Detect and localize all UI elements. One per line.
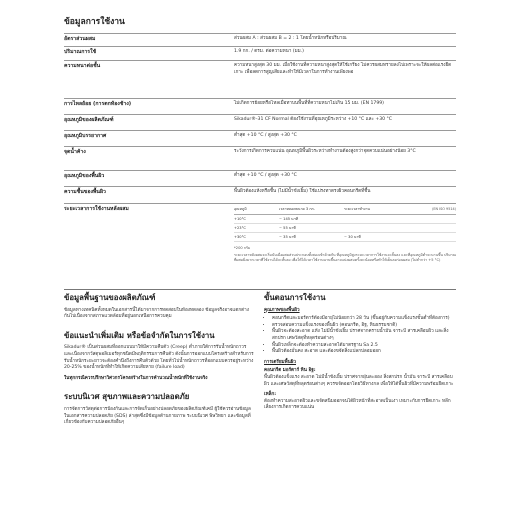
table-cell: [409, 224, 456, 232]
list-item: • คอนกรีตและมอร์ตาร์ต้องมีอายุไม่น้อยกว่า 28 วัน (ขึ้นอยู่กับความแข็งแรงขั้นต่ำที่ต้องการ): [272, 316, 454, 323]
table-cell: ~ 145 นาที: [279, 216, 298, 221]
substrate-prep-label: การเตรียมพื้นผิว: [264, 359, 297, 365]
table-footnote: *200 กรัม: [234, 245, 251, 250]
table-reference: (EN ISO 9514): [432, 207, 456, 211]
table-cell: [409, 215, 456, 223]
list-item: • พื้นผิวเหล็กจะต้องทำความสะอาดได้มาตรฐาน Sa 2.5: [272, 343, 454, 350]
spec-row-pot-life: [64, 203, 456, 288]
limitations-heading: ข้อแนะนำเพิ่มเติม หรือข้อจำกัดในการใช้งาน: [64, 330, 215, 340]
table-row: [234, 224, 456, 233]
spec-row-sag-flow: [64, 98, 456, 111]
row-value: ส่วนผสม A : ส่วนผสม B = 2 : 1 โดยน้ำหนักหรือปริมาณ: [234, 36, 347, 41]
table-cell: ~ 35 นาที: [279, 234, 296, 239]
table-row: [234, 233, 456, 242]
row-value: Sikadur®-31 CF Normal ต้องใช้งานที่อุณหภูมิระหว่าง +10 °C และ +30 °C: [234, 117, 392, 122]
row-label: การไหลย้อย (การตกท้องช้าง): [64, 101, 132, 107]
pot-life-table: [234, 206, 456, 263]
spec-row-dew-point: [64, 146, 456, 169]
table-row: [234, 215, 456, 224]
list-item: • พื้นผิวจะต้องสะอาด แห้ง ไม่มีน้ำขังเยิ้ม ปราศจากคราบน้ำมัน จาระบี สารเคลือบผิว และสิ่งสกปรก เศษวัสดุที่หลุดร่อนต่างๆ: [272, 329, 454, 342]
spec-row-substrate-moisture: [64, 186, 456, 201]
row-value: ไม่เกิดการย้อยหรือไหลเมื่อทาบนพื้นที่ที่ความหนาไม่เกิน 15 มม. (EN 1799): [234, 101, 384, 106]
left-column: [64, 295, 254, 431]
list-item: • พื้นผิวต้องมั่นคง สะอาด และต้องขจัดสิ่งแปลกปลอมออก: [272, 349, 454, 356]
row-label: อัตราส่วนผสม: [64, 36, 96, 42]
section-divider: [64, 289, 456, 290]
row-label: ความชื้นของพื้นผิว: [64, 189, 106, 195]
substrate-quality-label: คุณภาพของพื้นผิว: [264, 307, 300, 313]
row-value: ความหนาสูงสุด 30 มม. เมื่อใช้งานที่ความหนาสูงสุดให้ใช้เกรียง ไม่ควรผสมทรายลงไปเพราะจะให้ผลต่อแรงยึดเกาะ เพื่อลดการสูญเสียและทำให้มีเวลาในการทำงานเพียงพอ: [234, 63, 452, 75]
row-label: อุณหภูมิของพื้นผิว: [64, 173, 105, 179]
steel-text: ต้องทำความสะอาดผิวและขจัดสนิมออกจนได้ผิวหน้าที่สะอาดเป็นเงา เหมาะกับการยึดเกาะ หลีกเลี่ยงการเกิดการควบแน่น: [264, 398, 451, 411]
limitations-text: Sikadur® เป็นส่วนผสมที่ออกแบบมาให้มีความคืบตัว (Creep) ต่ำภายใต้การรับน้ำหนักถาวร และเนื่องจากวัสดุพอลิเมอร์ทุกชนิดมีพฤติกรรมการคืบตัว ดังนั้นการออกแบบโครงสร้างสำหรับการรับน้ำหนักระยะยาวจะต้องคำนึงถึงการคืบตัวด้วย โดยทั่วไปน้ำหนักถาวรที่ออกแบบควรอยู่ระหว่าง 20-25% ของน้ำหนักที่ทำให้เกิดความเสียหาย (failure load): [64, 345, 254, 371]
spec-row-consumption: [64, 46, 456, 59]
spec-row-substrate-temperature: [64, 170, 456, 183]
header-cell: อุณหภูมิ: [234, 207, 247, 211]
row-value: พื้นผิวต้องแห้งหรือชื้น (ไม่มีน้ำขังเยิ้ม) ใช้แปรงทาตรงผิวคอนกรีตที่ชื้น: [234, 189, 371, 194]
spec-row-ambient-temperature: [64, 130, 456, 143]
application-heading: ขั้นตอนการใช้งาน: [264, 293, 326, 302]
table-cell: ~ 30 นาที: [344, 234, 361, 239]
table-header: [234, 206, 456, 215]
table-cell: [344, 224, 409, 232]
table-cell: +23°C: [234, 225, 246, 230]
section-title: ข้อมูลการใช้งาน: [64, 17, 125, 27]
row-label: ปริมาณการใช้: [64, 49, 97, 55]
limitations-note: ในทุกกรณีควรปรึกษาวิศวกรโครงสร้างในการคำนวณน้ำหนักที่ใช้งานจริง: [64, 375, 208, 381]
ehs-text: การจัดการวัสดุต่อการป้องกันและการจัดเก็บอย่างปลอดภัยของผลิตภัณฑ์เคมี ผู้ใช้ควรอ่านข้อมูลในเอกสารความปลอดภัย (SDS) ล่าสุดซึ่งมีข้อมูลด้านกายภาพ ระบบนิเวศ พิษวิทยา และข้อมูลที่เกี่ยวข้องกับความปลอดภัยอื่นๆ: [64, 406, 251, 426]
concrete-label: คอนกรีต มอร์ตาร์ หิน อิฐ:: [264, 368, 316, 374]
row-value: ต่ำสุด +10 °C / สูงสุด +30 °C: [234, 133, 297, 138]
right-column: [264, 295, 454, 416]
steel-label: เหล็ก:: [264, 392, 277, 398]
row-label: จุดน้ำค้าง: [64, 149, 86, 155]
header-cell: ระยะเวลาทำงาน: [344, 207, 370, 211]
spec-row-layer-thickness: [64, 60, 456, 101]
table-cell: ~ 55 นาที: [279, 225, 296, 230]
ehs-heading: ระบบนิเวศ สุขภาพและความปลอดภัย: [64, 392, 190, 402]
table-cell: +10°C: [234, 216, 246, 221]
row-value: ต่ำสุด +10 °C / สูงสุด +30 °C: [234, 173, 297, 178]
row-label: ระยะเวลาการใช้งานหลังผสม: [64, 206, 129, 212]
table-note: ระยะเวลาหลังผสมจะเริ่มนับเมื่อผสมส่วนประกอบทั้งสองเข้าด้วยกัน ที่อุณหภูมิสูงระยะเวลาการใช้งานจะสั้นลง และที่อุณหภูมิต่ำจะนานขึ้น ปริมาณที่ผสมยิ่งมากเวลาที่ใช้งานได้จะสั้นลง เพื่อให้ได้เวลาใช้งานนานขึ้นอาจแบ่งผสมครั้งละน้อยหรือทำให้เย็นลงก่อนผสม (ไม่ต่ำกว่า +5 °C): [234, 253, 457, 263]
spec-row-product-temperature: [64, 114, 456, 127]
table-cell: [409, 233, 456, 241]
concrete-text: พื้นผิวต้องแข็งแรง สะอาด ไม่มีน้ำขังเยิ้ม ปราศจากฝุ่นละออง สิ่งสกปรก น้ำมัน จาระบี สารเคลือบผิว และเศษวัสดุที่หลุดร่อนต่างๆ ควรขจัดออกโดยวิธีทางกล เพื่อให้ได้พื้นผิวที่มีความพร้อมยึดเกาะ: [264, 374, 454, 387]
row-label: ความหนาต่อชั้น: [64, 63, 101, 69]
table-cell: +30°C: [234, 234, 246, 239]
header-cell: เวลาหลอดขนาด 3 กก.: [279, 207, 315, 211]
product-basis-heading: ข้อมูลพื้นฐานของผลิตภัณฑ์: [64, 293, 156, 302]
row-label: อุณหภูมิบรรยากาศ: [64, 133, 107, 139]
product-basis-text: ข้อมูลทางเทคนิคทั้งหมดในเอกสารนี้ได้มาจากการทดสอบในห้องทดลอง ข้อมูลจริงอาจแตกต่างกันไปเนื่องจากสภาพแวดล้อมที่อยู่นอกเหนือการควบคุม: [64, 307, 249, 320]
table-cell: [344, 215, 409, 223]
spec-row-mix-ratio: [64, 33, 456, 46]
row-label: อุณหภูมิของผลิตภัณฑ์: [64, 117, 114, 123]
row-value: ระวังการเกิดการควบแน่น อุณหภูมิพื้นผิวระหว่างทำงานต้องสูงกว่าจุดควบแน่นอย่างน้อย 3°C: [234, 149, 416, 154]
substrate-quality-list: [264, 316, 454, 356]
row-value: 1.9 กก. / ตรม. ต่อความหนา (มม.): [234, 49, 304, 54]
list-item: • ตรวจสอบความแข็งแรงของพื้นผิว (คอนกรีต, อิฐ, หินธรรมชาติ): [272, 323, 454, 330]
